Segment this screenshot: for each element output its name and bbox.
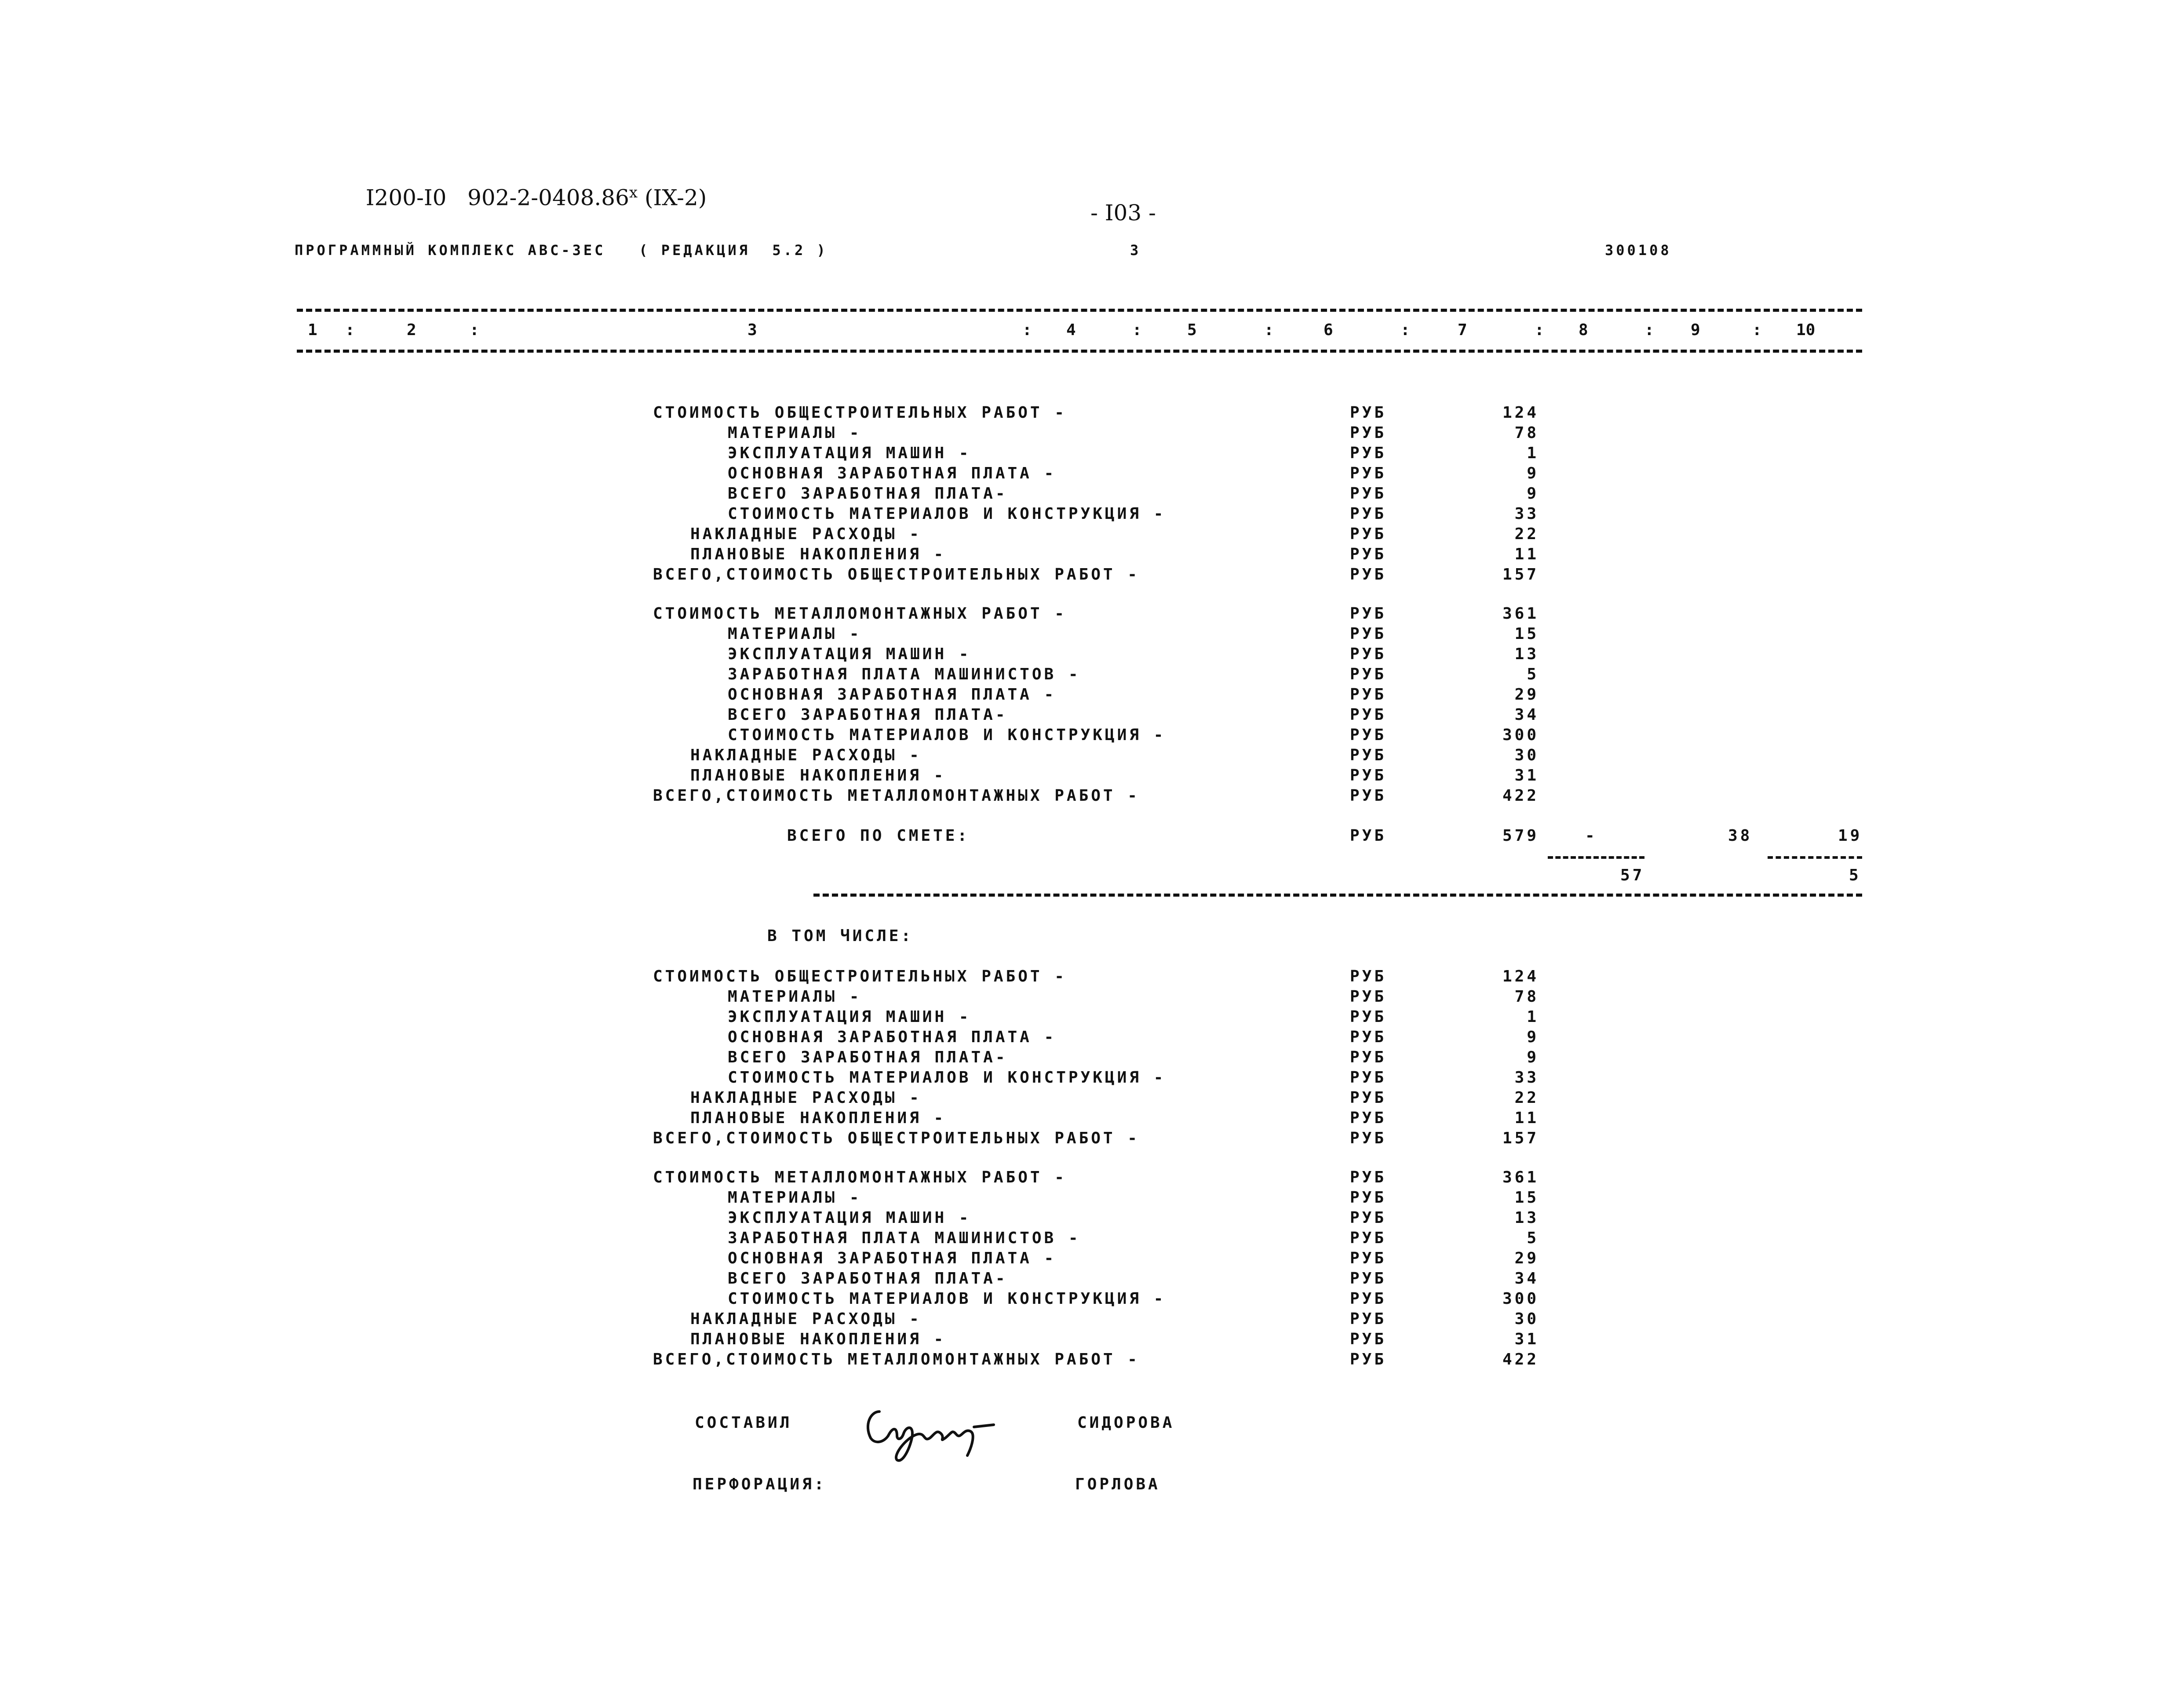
- estimate-row: [0, 485, 2184, 505]
- column-separator: :: [1644, 321, 1654, 339]
- estimate-row-value: 422: [1502, 1350, 1539, 1368]
- estimate-row-unit: РУБ: [1350, 1249, 1387, 1267]
- column-separator: :: [1132, 321, 1142, 339]
- estimate-row: [0, 605, 2184, 625]
- estimate-row-value: 300: [1502, 1290, 1539, 1308]
- total-rule: [813, 894, 1862, 897]
- estimate-row-label: ВСЕГО,СТОИМОСТЬ ОБЩЕСТРОИТЕЛЬНЫХ РАБОТ -: [653, 566, 1140, 584]
- estimate-row-label: МАТЕРИАЛЫ -: [728, 424, 862, 442]
- estimate-row-label: ЗАРАБОТНАЯ ПЛАТА МАШИНИСТОВ -: [728, 1229, 1081, 1247]
- estimate-row-label: ОСНОВНАЯ ЗАРАБОТНАЯ ПЛАТА -: [728, 1028, 1057, 1046]
- estimate-row-value: 9: [1527, 1048, 1539, 1066]
- estimate-row-value: 361: [1502, 1168, 1539, 1186]
- estimate-row-label: МАТЕРИАЛЫ -: [728, 1189, 862, 1207]
- estimate-row: [0, 464, 2184, 485]
- estimate-row: [0, 988, 2184, 1008]
- total-col10-rule: [1768, 856, 1862, 859]
- estimate-row: [0, 967, 2184, 988]
- perforation-name: ГОРЛОВА: [1075, 1475, 1160, 1493]
- column-number: 7: [1458, 321, 1467, 339]
- total-col8-below: 57: [1620, 866, 1645, 884]
- estimate-row: [0, 545, 2184, 566]
- estimate-row: [0, 1189, 2184, 1209]
- column-number: 2: [407, 321, 416, 339]
- estimate-row: [0, 566, 2184, 586]
- table-header-rule: [297, 350, 1862, 353]
- estimate-row-label: СТОИМОСТЬ МАТЕРИАЛОВ И КОНСТРУКЦИЯ -: [728, 726, 1166, 744]
- estimate-row-unit: РУБ: [1350, 1350, 1387, 1368]
- estimate-row-unit: РУБ: [1350, 967, 1387, 985]
- estimate-row-label: НАКЛАДНЫЕ РАСХОДЫ -: [690, 1310, 922, 1328]
- estimate-row-unit: РУБ: [1350, 1330, 1387, 1348]
- estimate-row-unit: РУБ: [1350, 1069, 1387, 1087]
- estimate-row: [0, 1008, 2184, 1028]
- estimate-row-label: ОСНОВНАЯ ЗАРАБОТНАЯ ПЛАТА -: [728, 686, 1057, 704]
- document-code-suffix: (IX-2): [638, 185, 707, 211]
- estimate-row: [0, 1249, 2184, 1270]
- estimate-row-unit: РУБ: [1350, 444, 1387, 462]
- estimate-row-value: 31: [1514, 1330, 1539, 1348]
- estimate-row-label: ВСЕГО,СТОИМОСТЬ ОБЩЕСТРОИТЕЛЬНЫХ РАБОТ -: [653, 1129, 1140, 1147]
- estimate-row-label: ПЛАНОВЫЕ НАКОПЛЕНИЯ -: [690, 766, 946, 784]
- estimate-row-value: 157: [1502, 1129, 1539, 1147]
- estimate-row-unit: РУБ: [1350, 1109, 1387, 1127]
- estimate-row-value: 157: [1502, 566, 1539, 584]
- estimate-row: [0, 1129, 2184, 1149]
- estimate-total-col9: 38: [1728, 827, 1753, 845]
- estimate-row-label: ЭКСПЛУАТАЦИЯ МАШИН -: [728, 645, 971, 663]
- estimate-row-unit: РУБ: [1350, 1229, 1387, 1247]
- estimate-row-unit: РУБ: [1350, 766, 1387, 784]
- estimate-row-value: 5: [1527, 1229, 1539, 1247]
- estimate-row-label: СТОИМОСТЬ ОБЩЕСТРОИТЕЛЬНЫХ РАБОТ -: [653, 404, 1067, 422]
- estimate-row-label: ВСЕГО ЗАРАБОТНАЯ ПЛАТА-: [728, 1048, 1008, 1066]
- estimate-row-label: ВСЕГО ЗАРАБОТНАЯ ПЛАТА-: [728, 1270, 1008, 1288]
- estimate-row-value: 34: [1514, 706, 1539, 724]
- estimate-row-unit: РУБ: [1350, 1290, 1387, 1308]
- estimate-row-value: 1: [1527, 1008, 1539, 1026]
- estimate-row-unit: РУБ: [1350, 545, 1387, 563]
- document-code: [352, 158, 707, 211]
- estimate-row: [0, 1209, 2184, 1229]
- estimate-row-value: 33: [1514, 1069, 1539, 1087]
- estimate-row: [0, 1350, 2184, 1371]
- estimate-row-label: ПЛАНОВЫЕ НАКОПЛЕНИЯ -: [690, 1330, 946, 1348]
- estimate-row-unit: РУБ: [1350, 1008, 1387, 1026]
- in-total-label: В ТОМ ЧИСЛЕ:: [767, 927, 914, 945]
- estimate-row-value: 22: [1514, 1089, 1539, 1107]
- estimate-row-unit: РУБ: [1350, 464, 1387, 482]
- estimate-row: [0, 1168, 2184, 1189]
- estimate-row: [0, 766, 2184, 787]
- column-number: 9: [1691, 321, 1700, 339]
- column-separator: :: [345, 321, 355, 339]
- estimate-row-label: ОСНОВНАЯ ЗАРАБОТНАЯ ПЛАТА -: [728, 464, 1057, 482]
- estimate-row-unit: РУБ: [1350, 1048, 1387, 1066]
- estimate-row-unit: РУБ: [1350, 605, 1387, 623]
- signature: [862, 1394, 1020, 1470]
- estimate-row-unit: РУБ: [1350, 726, 1387, 744]
- estimate-row-unit: РУБ: [1350, 706, 1387, 724]
- estimate-row-label: ЭКСПЛУАТАЦИЯ МАШИН -: [728, 1008, 971, 1026]
- estimate-row-label: МАТЕРИАЛЫ -: [728, 988, 862, 1006]
- column-separator: :: [1400, 321, 1410, 339]
- estimate-row-value: 5: [1527, 665, 1539, 683]
- estimate-row-label: СТОИМОСТЬ МЕТАЛЛОМОНТАЖНЫХ РАБОТ -: [653, 1168, 1067, 1186]
- estimate-row-label: ВСЕГО,СТОИМОСТЬ МЕТАЛЛОМОНТАЖНЫХ РАБОТ -: [653, 787, 1140, 805]
- estimate-row-value: 9: [1527, 1028, 1539, 1046]
- estimate-row-unit: РУБ: [1350, 665, 1387, 683]
- estimate-row-label: ЗАРАБОТНАЯ ПЛАТА МАШИНИСТОВ -: [728, 665, 1081, 683]
- estimate-row-unit: РУБ: [1350, 625, 1387, 643]
- estimate-row-unit: РУБ: [1350, 645, 1387, 663]
- estimate-row-label: СТОИМОСТЬ МАТЕРИАЛОВ И КОНСТРУКЦИЯ -: [728, 1069, 1166, 1087]
- column-number: 3: [747, 321, 757, 339]
- estimate-row-label: ВСЕГО ЗАРАБОТНАЯ ПЛАТА-: [728, 706, 1008, 724]
- estimate-row-label: ВСЕГО ЗАРАБОТНАЯ ПЛАТА-: [728, 485, 1008, 503]
- estimate-total-unit: РУБ: [1350, 827, 1387, 845]
- estimate-row-value: 361: [1502, 605, 1539, 623]
- estimate-row-label: ОСНОВНАЯ ЗАРАБОТНАЯ ПЛАТА -: [728, 1249, 1057, 1267]
- estimate-row-value: 33: [1514, 505, 1539, 523]
- composed-label: СОСТАВИЛ: [695, 1414, 792, 1432]
- signature-drawing: [862, 1394, 1020, 1469]
- estimate-row-value: 15: [1514, 1189, 1539, 1207]
- estimate-total-dash: -: [1585, 827, 1597, 845]
- total-col10-below: 5: [1849, 866, 1861, 884]
- column-number: 6: [1324, 321, 1333, 339]
- estimate-row-value: 78: [1514, 424, 1539, 442]
- estimate-row-unit: РУБ: [1350, 485, 1387, 503]
- estimate-row-value: 78: [1514, 988, 1539, 1006]
- document-code-main: I200-I0 902-2-0408.86: [365, 185, 629, 211]
- estimate-row-unit: РУБ: [1350, 1270, 1387, 1288]
- estimate-row-unit: РУБ: [1350, 1089, 1387, 1107]
- estimate-row-value: 31: [1514, 766, 1539, 784]
- estimate-row: [0, 645, 2184, 665]
- estimate-row: [0, 625, 2184, 645]
- estimate-row-value: 11: [1514, 545, 1539, 563]
- estimate-row-label: НАКЛАДНЫЕ РАСХОДЫ -: [690, 525, 922, 543]
- estimate-row-unit: РУБ: [1350, 1028, 1387, 1046]
- column-number: 1: [308, 321, 317, 339]
- estimate-row: [0, 444, 2184, 464]
- estimate-row-unit: РУБ: [1350, 424, 1387, 442]
- composed-name: СИДОРОВА: [1077, 1414, 1175, 1432]
- document-code-sup: x: [629, 184, 638, 201]
- estimate-row: [0, 1310, 2184, 1330]
- estimate-row: [0, 787, 2184, 807]
- estimate-row: [0, 1069, 2184, 1089]
- column-number: 8: [1579, 321, 1588, 339]
- estimate-row: [0, 505, 2184, 525]
- program-title: ПРОГРАММНЫЙ КОМПЛЕКС АВС-3ЕС ( РЕДАКЦИЯ 5.2 ): [295, 242, 828, 259]
- estimate-row-value: 9: [1527, 464, 1539, 482]
- estimate-total-value: 579: [1502, 827, 1539, 845]
- estimate-row-unit: РУБ: [1350, 1189, 1387, 1207]
- estimate-row-label: ПЛАНОВЫЕ НАКОПЛЕНИЯ -: [690, 1109, 946, 1127]
- estimate-row-value: 30: [1514, 1310, 1539, 1328]
- estimate-row: [0, 746, 2184, 766]
- estimate-row-label: НАКЛАДНЫЕ РАСХОДЫ -: [690, 1089, 922, 1107]
- estimate-row: [0, 1048, 2184, 1069]
- estimate-row-unit: РУБ: [1350, 1310, 1387, 1328]
- estimate-row: [0, 1028, 2184, 1048]
- estimate-row-label: СТОИМОСТЬ МЕТАЛЛОМОНТАЖНЫХ РАБОТ -: [653, 605, 1067, 623]
- estimate-row-unit: РУБ: [1350, 686, 1387, 704]
- estimate-row-value: 124: [1502, 967, 1539, 985]
- estimate-row-label: ВСЕГО,СТОИМОСТЬ МЕТАЛЛОМОНТАЖНЫХ РАБОТ -: [653, 1350, 1140, 1368]
- estimate-row-value: 29: [1514, 686, 1539, 704]
- column-separator: :: [1535, 321, 1544, 339]
- estimate-total-label: ВСЕГО ПО СМЕТЕ:: [787, 827, 970, 845]
- estimate-total-col10: 19: [1838, 827, 1863, 845]
- column-separator: :: [1264, 321, 1274, 339]
- estimate-row-value: 22: [1514, 525, 1539, 543]
- column-separator: :: [1752, 321, 1762, 339]
- estimate-row-label: СТОИМОСТЬ МАТЕРИАЛОВ И КОНСТРУКЦИЯ -: [728, 505, 1166, 523]
- estimate-row-value: 13: [1514, 1209, 1539, 1227]
- estimate-row-unit: РУБ: [1350, 566, 1387, 584]
- estimate-row-value: 34: [1514, 1270, 1539, 1288]
- estimate-row-value: 300: [1502, 726, 1539, 744]
- estimate-row-value: 30: [1514, 746, 1539, 764]
- column-separator: :: [470, 321, 479, 339]
- estimate-row: [0, 1290, 2184, 1310]
- estimate-row-label: ПЛАНОВЫЕ НАКОПЛЕНИЯ -: [690, 545, 946, 563]
- estimate-row: [0, 424, 2184, 444]
- estimate-row: [0, 1270, 2184, 1290]
- column-separator: :: [1022, 321, 1032, 339]
- document-number: 300108: [1605, 242, 1672, 259]
- estimate-row-unit: РУБ: [1350, 1129, 1387, 1147]
- estimate-row-label: МАТЕРИАЛЫ -: [728, 625, 862, 643]
- estimate-row-label: СТОИМОСТЬ МАТЕРИАЛОВ И КОНСТРУКЦИЯ -: [728, 1290, 1166, 1308]
- estimate-row-value: 1: [1527, 444, 1539, 462]
- estimate-row: [0, 1229, 2184, 1249]
- estimate-row-unit: РУБ: [1350, 404, 1387, 422]
- estimate-row-value: 9: [1527, 485, 1539, 503]
- column-number: 5: [1187, 321, 1197, 339]
- estimate-row-value: 422: [1502, 787, 1539, 805]
- estimate-row-value: 124: [1502, 404, 1539, 422]
- estimate-row-unit: РУБ: [1350, 746, 1387, 764]
- total-col8-rule: [1548, 856, 1644, 859]
- estimate-row-label: СТОИМОСТЬ ОБЩЕСТРОИТЕЛЬНЫХ РАБОТ -: [653, 967, 1067, 985]
- estimate-row-value: 29: [1514, 1249, 1539, 1267]
- estimate-row-unit: РУБ: [1350, 1209, 1387, 1227]
- estimate-row: [0, 706, 2184, 726]
- table-top-rule: [297, 309, 1862, 312]
- sheet-number: 3: [1130, 242, 1141, 259]
- estimate-row-label: НАКЛАДНЫЕ РАСХОДЫ -: [690, 746, 922, 764]
- estimate-row-unit: РУБ: [1350, 1168, 1387, 1186]
- estimate-row: [0, 726, 2184, 746]
- estimate-row: [0, 404, 2184, 424]
- estimate-row-value: 11: [1514, 1109, 1539, 1127]
- estimate-row-value: 15: [1514, 625, 1539, 643]
- perforation-label: ПЕРФОРАЦИЯ:: [693, 1475, 827, 1493]
- estimate-row: [0, 1109, 2184, 1129]
- estimate-row: [0, 525, 2184, 545]
- estimate-row-label: ЭКСПЛУАТАЦИЯ МАШИН -: [728, 444, 971, 462]
- estimate-row: [0, 686, 2184, 706]
- column-number: 10: [1796, 321, 1816, 339]
- estimate-row: [0, 1330, 2184, 1350]
- estimate-row: [0, 1089, 2184, 1109]
- estimate-row-unit: РУБ: [1350, 988, 1387, 1006]
- estimate-row-unit: РУБ: [1350, 787, 1387, 805]
- estimate-row-label: ЭКСПЛУАТАЦИЯ МАШИН -: [728, 1209, 971, 1227]
- column-number: 4: [1066, 321, 1076, 339]
- estimate-row-unit: РУБ: [1350, 505, 1387, 523]
- page-number: - I03 -: [1090, 200, 1156, 226]
- estimate-row-value: 13: [1514, 645, 1539, 663]
- estimate-row-unit: РУБ: [1350, 525, 1387, 543]
- estimate-row: [0, 665, 2184, 686]
